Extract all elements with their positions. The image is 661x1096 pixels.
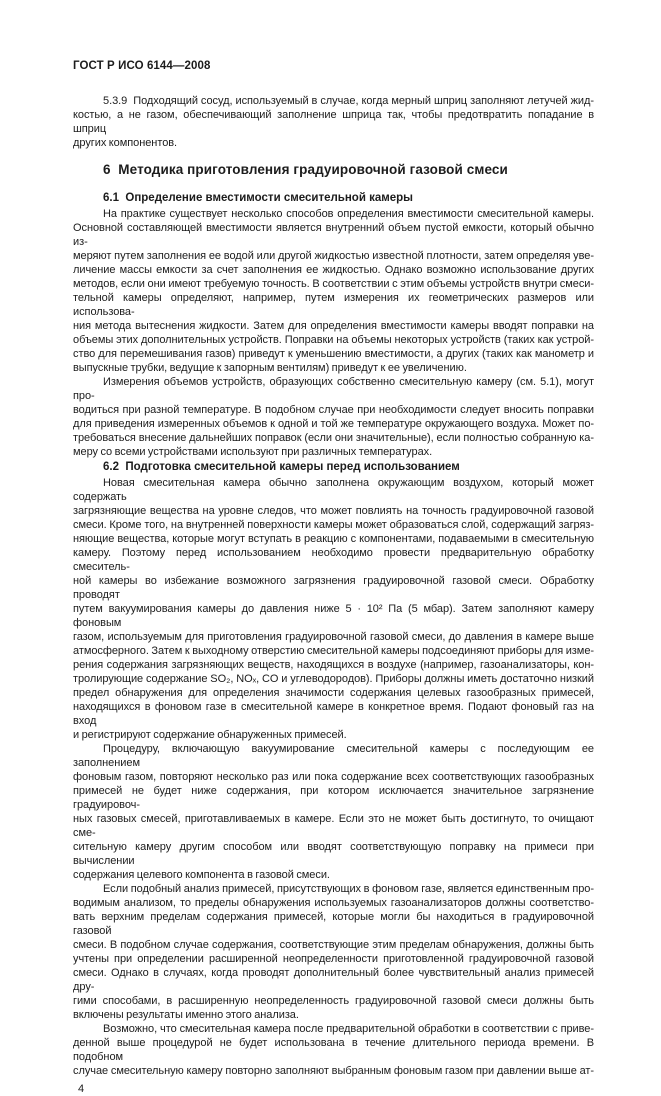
text-line: Если подобный анализ примесей, присутствующих в фоновом газе, является единственным про- bbox=[103, 883, 594, 895]
section-6-1-heading: 6.1 Определение вместимости смесительной камеры bbox=[103, 192, 413, 204]
section-6-2-paragraph-1 bbox=[73, 476, 594, 742]
text-line: методов, если они имеют требуемую точность. В соответствии с этим объемы устройств внутри смеси- bbox=[73, 278, 594, 290]
text-line: няющие вещества, которые могут вступать в реакцию с компонентами, подаваемыми в смесительную bbox=[73, 533, 594, 545]
text-line: выпускные трубки, ведущие к запорным вентилям) приведут к ее увеличению. bbox=[73, 362, 467, 374]
section-6-2-paragraph-2 bbox=[73, 742, 594, 882]
text-line: 5.3.9 Подходящий сосуд, используемый в случае, когда мерный шприц заполняют летучей жид- bbox=[103, 95, 594, 107]
text-line: водимым анализом, то пределы обнаружения используемых газоанализаторов должны соответство- bbox=[73, 897, 594, 909]
text-line: для приведения измеренных объемов к одной и той же температуре окружающего воздуха. Может по- bbox=[73, 418, 594, 430]
text-line: фоновым газом, повторяют несколько раз или пока содержание всех соответствующих газообразных bbox=[73, 771, 594, 783]
text-line: предел обнаружения для определения значимости содержания целевых газообразных примесей, bbox=[73, 687, 594, 699]
text-line: вать верхним пределам содержания примесей, которые могли бы находиться в градуировочной газовой bbox=[73, 911, 594, 937]
text-line: смеси. В подобном случае содержания, соответствующие этим пределам обнаружения, должны быть bbox=[73, 939, 594, 951]
text-line: путем вакуумирования камеры до давления ниже 5 · 10² Па (5 мбар). Затем заполняют камеру фоновым bbox=[73, 603, 594, 629]
text-line: и регистрируют содержание обнаруженных примесей. bbox=[73, 729, 347, 741]
text-line: Основной составляющей вместимости является внутренний объем пустой емкости, который обычно из- bbox=[73, 222, 594, 248]
text-line: включены результаты именно этого анализа. bbox=[73, 1009, 299, 1021]
text-line: содержания целевого компонента в газовой смеси. bbox=[73, 869, 330, 881]
section-6-1-paragraph-1 bbox=[73, 207, 594, 375]
running-header: ГОСТ Р ИСО 6144—2008 bbox=[73, 60, 211, 72]
text-line: смеси. Кроме того, на внутренней поверхности камеры может образоваться слой, содержащий загряз- bbox=[73, 519, 594, 531]
text-line: рения содержания загрязняющих веществ, находящихся в воздухе (например, газоанализаторы, кон- bbox=[73, 659, 594, 671]
text-line: меряют путем заполнения ее водой или другой жидкостью известной плотности, затем определяя уве- bbox=[73, 250, 594, 262]
text-column bbox=[73, 60, 594, 1096]
text-line: денной выше процедурой не будет использована в течение длительного периода времени. В подобном bbox=[73, 1037, 594, 1063]
text-line: тельной камеры определяют, например, путем измерения их геометрических размеров или использова- bbox=[73, 292, 594, 318]
text-line: ных газовых смесей, приготавливаемых в камере. Если это не может быть достигнуто, то очищают сме- bbox=[73, 813, 594, 839]
text-line: меру со всеми устройствами используют при различных температурах. bbox=[73, 446, 433, 458]
section-6-2-paragraph-4 bbox=[73, 1022, 594, 1078]
text-line: ство для перемешивания газов) приведут к уменьшению вместимости, а других (таких как манометр и bbox=[73, 348, 594, 360]
text-line: костью, а не газом, обеспечивающий заполнение шприца так, чтобы предотвратить попадание в шприц bbox=[73, 109, 594, 135]
clause-5-3-9 bbox=[73, 94, 594, 150]
text-line: На практике существует несколько способов определения вместимости смесительной камеры. bbox=[103, 208, 594, 220]
page-number: 4 bbox=[78, 1083, 85, 1095]
section-6-2-heading: 6.2 Подготовка смесительной камеры перед использованием bbox=[103, 461, 460, 473]
text-line: загрязняющие вещества на уровне следов, что может повлиять на точность градуировочной газовой bbox=[73, 505, 594, 517]
text-line: случае смесительную камеру повторно заполняют выбранным фоновым газом при давлении выше ат- bbox=[73, 1065, 594, 1077]
text-line: атмосферного. Затем к выходному отверстию смесительной камеры подсоединяют приборы для изме- bbox=[73, 645, 594, 657]
text-line: камеру. Поэтому перед использованием необходимо провести предварительную обработку смеситель- bbox=[73, 547, 594, 573]
section-6-heading: 6 Методика приготовления градуировочной газовой смеси bbox=[103, 162, 508, 177]
text-line: гими способами, в расширенную неопределенность градуировочной газовой смеси должны быть bbox=[73, 995, 594, 1007]
text-line: сительную камеру другим способом или вводят соответствующую поправку на примеси при вычислении bbox=[73, 841, 594, 867]
section-6-2-paragraph-3 bbox=[73, 882, 594, 1022]
text-line: находящихся в фоновом газе в смесительной камере в конкретное время. Подают фоновый газ на вход bbox=[73, 701, 594, 727]
text-line: ния метода вытеснения жидкости. Затем для определения вместимости камеры вводят поправки на bbox=[73, 320, 594, 332]
text-line: Измерения объемов устройств, образующих собственно смесительную камеру (см. 5.1), могут про- bbox=[73, 376, 594, 402]
text-line: других компонентов. bbox=[73, 137, 178, 149]
text-line: Новая смесительная камера обычно заполнена окружающим воздухом, который может содержать bbox=[73, 477, 594, 503]
text-line: требоваться внесение дальнейших поправок (если они значительные), если полностью собранную ка- bbox=[73, 432, 594, 444]
text-line: примесей не будет ниже содержания, при котором исключается значительное загрязнение градуировоч- bbox=[73, 785, 594, 811]
document-body bbox=[73, 94, 594, 1078]
text-line: Процедуру, включающую вакуумирование смесительной камеры с последующим ее заполнением bbox=[73, 743, 594, 769]
text-line: газом, используемым для приготовления градуировочной газовой смеси, до давления в камере выше bbox=[73, 631, 594, 643]
text-line: Возможно, что смесительная камера после предварительной обработки в соответствии с приве- bbox=[103, 1023, 594, 1035]
text-line: ной камеры во избежание возможного загрязнения градуировочной газовой смеси. Обработку проводят bbox=[73, 575, 594, 601]
text-line: смеси. Однако в случаях, когда проводят дополнительный более чувствительный анализ примесей дру- bbox=[73, 967, 594, 993]
text-line: объемы этих дополнительных устройств. Поправки на объемы некоторых устройств (таких как устрой- bbox=[73, 334, 594, 346]
text-line: личение массы емкости за счет заполнения ее жидкостью. Однако возможно использование других bbox=[73, 264, 594, 276]
text-line: водиться при разной температуре. В подобном случае при необходимости следует вносить поправки bbox=[73, 404, 594, 416]
text-line: учтены при определении расширенной неопределенности приготовленной градуировочной газовой bbox=[73, 953, 594, 965]
section-6-1-paragraph-2 bbox=[73, 375, 594, 459]
text-line: тролирующие содержание SO₂, NOₓ, CO и углеводородов). Приборы должны иметь достаточно низкий bbox=[73, 673, 594, 685]
